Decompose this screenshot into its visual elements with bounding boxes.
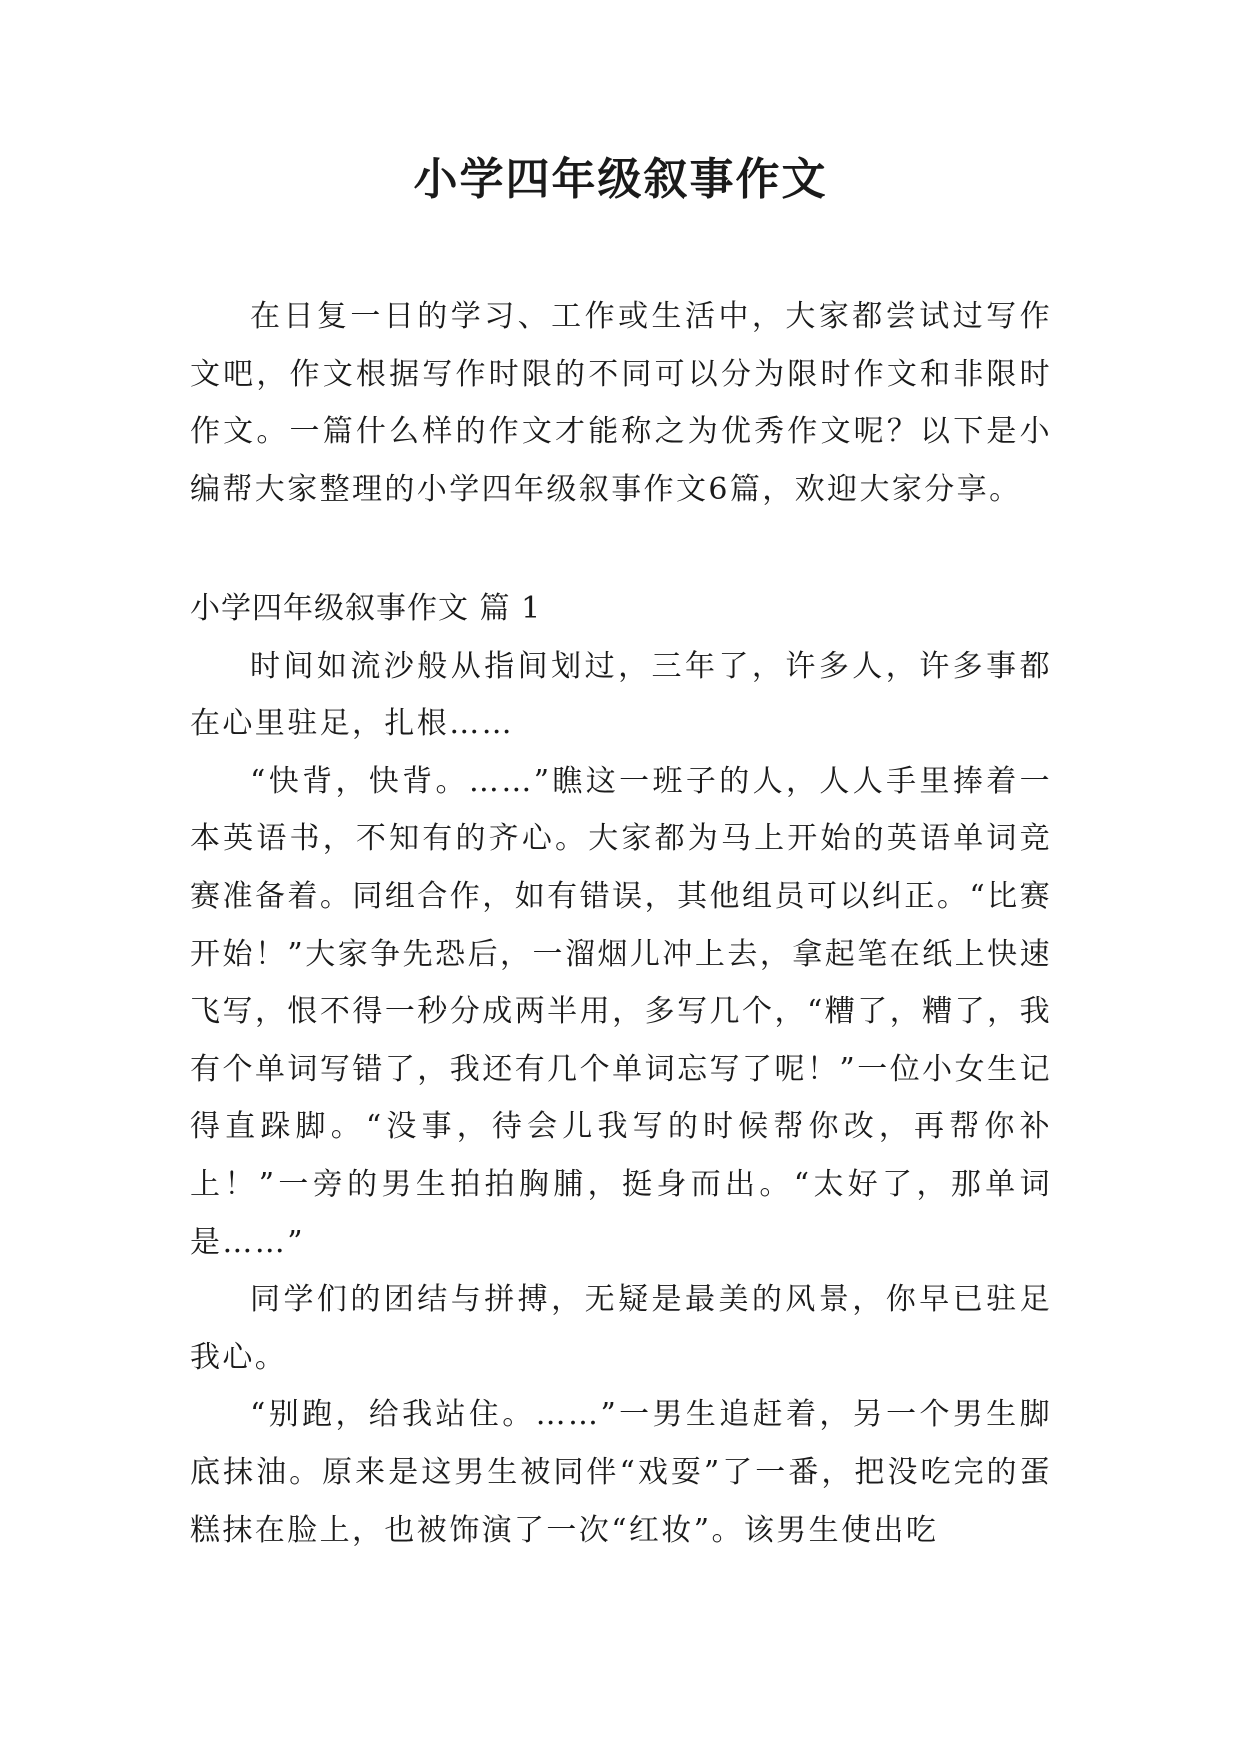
article-block: [190, 580, 1052, 1559]
intro-block: [190, 288, 1052, 518]
article-paragraph-1: 时间如流沙般从指间划过，三年了，许多人，许多事都在心里驻足，扎根……: [190, 648, 1052, 742]
intro-paragraph: 在日复一日的学习、工作或生活中，大家都尝试过写作文吧，作文根据写作时限的不同可以分为限时作文和非限时作文。一篇什么样的作文才能称之为优秀作文呢？以下是小编帮大家整理的小学四年级叙事作文6篇，欢迎大家分享。: [190, 299, 1052, 507]
document-title: 小学四年级叙事作文: [413, 154, 828, 205]
article-paragraph-3: 同学们的团结与拼搏，无疑是最美的风景，你早已驻足我心。: [190, 1282, 1052, 1375]
article-paragraph-2: “快背，快背。……”瞧这一班子的人，人人手里捧着一本英语书，不知有的齐心。大家都为马上开始的英语单词竞赛准备着。同组合作，如有错误，其他组员可以纠正。“比赛开始！”大家争先恐后，一溜烟儿冲上去，拿起笔在纸上快速飞写，恨不得一秒分成两半用，多写几个，“糟了，糟了，我有个单词写错了，我还有几个单词忘写了呢！”一位小女生记得直跺脚。“没事，待会儿我写的时候帮你改，再帮你补上！”一旁的男生拍拍胸脯，挺身而出。“太好了，那单词是……”: [190, 763, 1052, 1260]
section-title: 小学四年级叙事作文 篇 1: [190, 591, 542, 626]
article-paragraph-4: “别跑，给我站住。……”一男生追赶着，另一个男生脚底抹油。原来是这男生被同伴“戏耍”了一番，把没吃完的蛋糕抹在脸上，也被饰演了一次“红妆”。该男生使出吃: [190, 1397, 1052, 1548]
